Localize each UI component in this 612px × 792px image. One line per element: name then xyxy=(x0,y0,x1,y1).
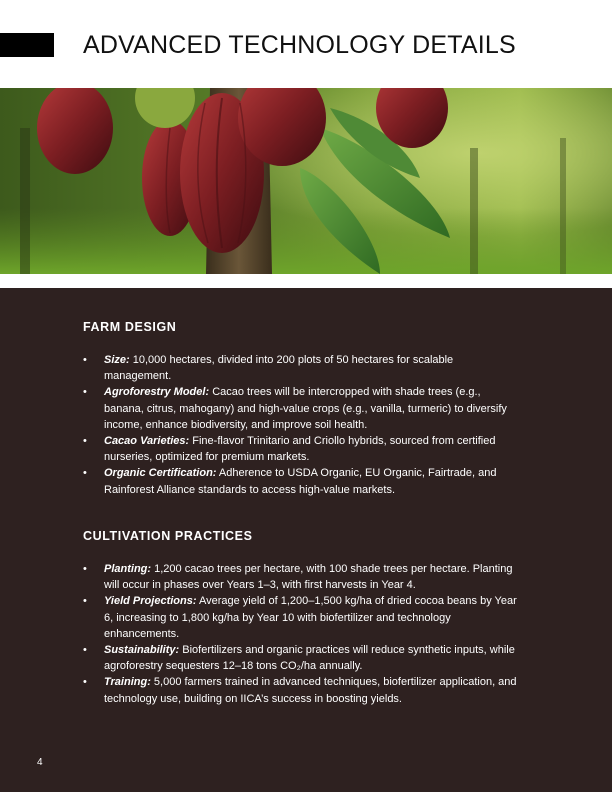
bullet-icon: • xyxy=(83,676,87,689)
list-item: • Organic Certification: Adherence to USDA Organic, EU Organic, Fairtrade, and Rainforest Alliance standards to access high-value markets. xyxy=(83,467,497,496)
page-title: ADVANCED TECHNOLOGY DETAILS xyxy=(83,31,516,59)
list-item: • Cacao Varieties: Fine-flavor Trinitario and Criollo hybrids, sourced from certified nurseries, optimized for premium markets. xyxy=(83,435,496,464)
hero-image-cacao-pods xyxy=(0,88,612,274)
list-item: • Training: 5,000 farmers trained in advanced techniques, biofertilizer application, and technology use, building on IICA’s success in boosting yields. xyxy=(83,676,517,705)
cacao-photo-illustration xyxy=(0,88,612,274)
bullet-icon: • xyxy=(83,595,87,608)
bullet-icon: • xyxy=(83,354,87,366)
page-number: 4 xyxy=(37,757,43,768)
section-divider xyxy=(0,274,612,288)
list-item: • Yield Projections: Average yield of 1,200–1,500 kg/ha of dried cocoa beans by Year 6, increasing to 1,800 kg/ha by Year 10 with biofertilizer and technology enhancements. xyxy=(83,595,517,640)
bullet-icon: • xyxy=(83,644,87,657)
header-accent-bar xyxy=(0,33,54,57)
list-item: • Sustainability: Biofertilizers and organic practices will reduce synthetic inputs, while agroforestry sequesters 12–18 tons CO₂/ha annually. xyxy=(83,644,515,673)
section-heading-cultivation-practices: CULTIVATION PRACTICES xyxy=(83,529,253,543)
farm-design-list xyxy=(83,352,523,498)
section-heading-farm-design: FARM DESIGN xyxy=(83,320,177,334)
list-item: • Planting: 1,200 cacao trees per hectare, with 100 shade trees per hectare. Planting will occur in phases over Years 1–3, with first harvests in Year 4. xyxy=(83,563,513,592)
bullet-icon: • xyxy=(83,563,87,575)
bullet-icon: • xyxy=(83,386,87,399)
list-item: • Agroforestry Model: Cacao trees will be intercropped with shade trees (e.g., banana, citrus, mahogany) and high-value crops (e.g., vanilla, turmeric) to diversify income, enhance biodiversity, and improve soil health. xyxy=(83,386,507,431)
list-item: • Size: 10,000 hectares, divided into 200 plots of 50 hectares for scalable management. xyxy=(83,354,454,383)
bullet-icon: • xyxy=(83,467,87,480)
bullet-icon: • xyxy=(83,435,87,448)
cultivation-practices-list xyxy=(83,561,523,707)
